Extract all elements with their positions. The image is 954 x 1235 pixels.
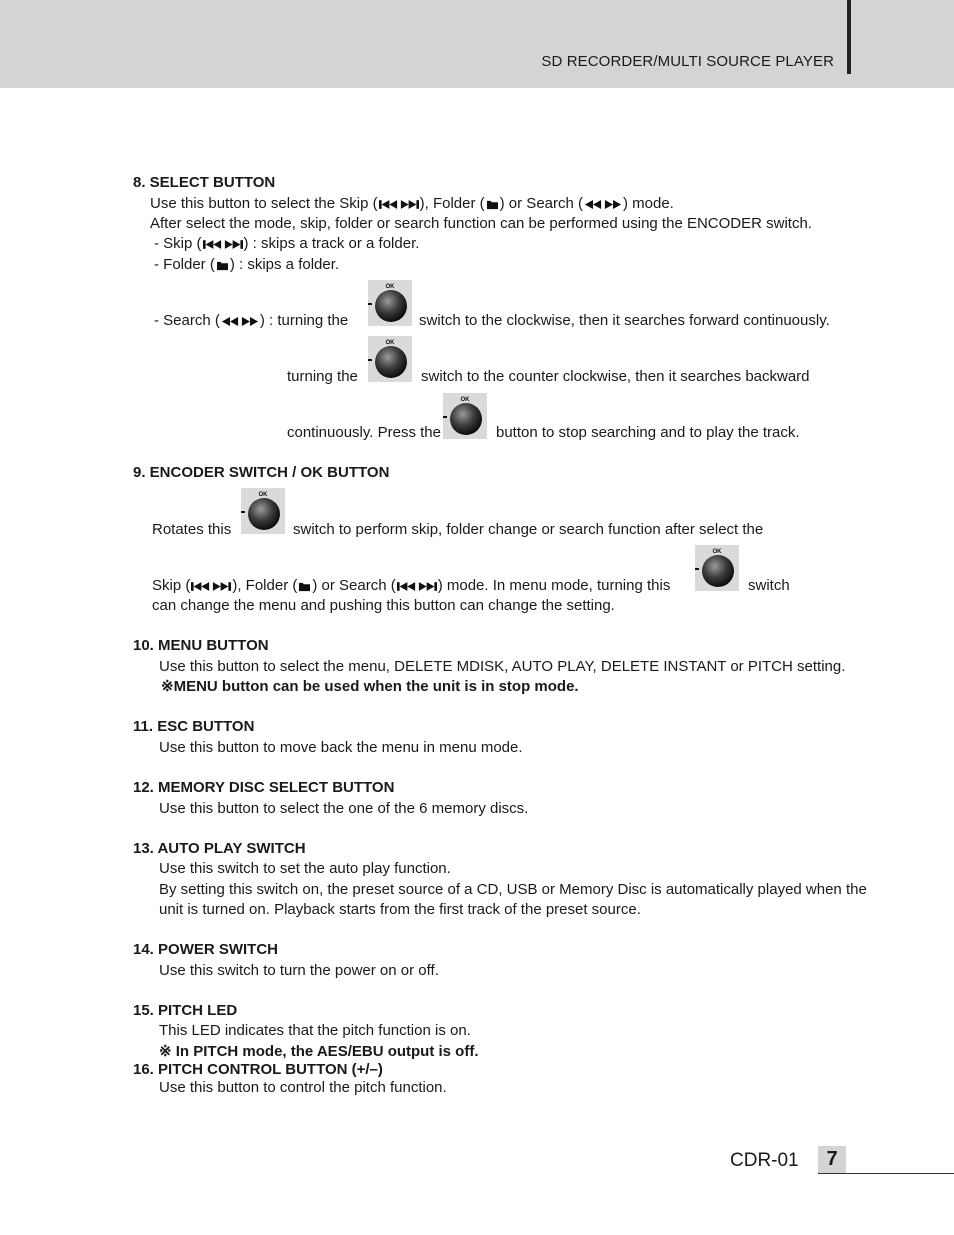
- section-12-text: Use this button to select the one of the 6 memory discs.: [159, 800, 529, 817]
- knob-label: OK: [460, 397, 470, 403]
- section-8-search-item: [154, 311, 348, 331]
- text: - Folder (: [154, 256, 215, 273]
- section-8-search-line-2: switch to the counter clockwise, then it searches backward: [421, 368, 810, 385]
- page-number: 7: [818, 1146, 846, 1173]
- fast-forward-icon: [604, 199, 622, 210]
- section-14-text: Use this switch to turn the power on or off.: [159, 962, 439, 979]
- ok-encoder-knob-icon: [368, 336, 412, 382]
- footer-rule: [818, 1173, 954, 1174]
- skip-back-icon: [191, 581, 210, 592]
- text: ) mode.: [623, 195, 674, 212]
- footer-model-name: CDR-01: [730, 1150, 799, 1171]
- knob-label: OK: [712, 549, 722, 555]
- section-8-line-1: [150, 194, 674, 214]
- text: ), Folder (: [232, 577, 298, 594]
- knob-label: OK: [385, 284, 395, 290]
- section-9-line-3: can change the menu and pushing this button can change the setting.: [152, 597, 615, 614]
- section-12-heading: 12. MEMORY DISC SELECT BUTTON: [133, 779, 395, 796]
- knob-label: OK: [258, 492, 268, 498]
- section-13-line-1: Use this switch to set the auto play function.: [159, 860, 451, 877]
- ok-encoder-knob-icon: [695, 545, 739, 591]
- section-10-note: ※MENU button can be used when the unit is in stop mode.: [161, 678, 579, 695]
- section-11-heading: 11. ESC BUTTON: [133, 718, 255, 735]
- text: ) or Search (: [499, 195, 583, 212]
- section-8-folder-item: [154, 255, 339, 275]
- text: Use this button to select the Skip (: [150, 195, 378, 212]
- section-8-turning-label: turning the: [287, 368, 358, 385]
- folder-icon: [216, 260, 229, 271]
- section-9-line-1: switch to perform skip, folder change or search function after select the: [293, 521, 764, 538]
- section-16-heading: 16. PITCH CONTROL BUTTON (+/–): [133, 1061, 383, 1078]
- text: Skip (: [152, 577, 191, 594]
- header-title: SD RECORDER/MULTI SOURCE PLAYER: [541, 53, 834, 70]
- section-15-heading: 15. PITCH LED: [133, 1002, 238, 1019]
- skip-back-icon: [379, 199, 398, 210]
- text: - Skip (: [154, 235, 202, 252]
- skip-forward-icon: [400, 199, 419, 210]
- section-9-rotates-label: Rotates this: [152, 521, 232, 538]
- skip-forward-icon: [212, 581, 231, 592]
- text: ) : turning the: [259, 312, 349, 329]
- ok-encoder-knob-icon: [443, 393, 487, 439]
- section-11-text: Use this button to move back the menu in menu mode.: [159, 739, 523, 756]
- section-10-heading: 10. MENU BUTTON: [133, 637, 269, 654]
- text: ) : skips a folder.: [229, 256, 340, 273]
- section-14-heading: 14. POWER SWITCH: [133, 941, 279, 958]
- page-header: [0, 0, 954, 88]
- section-13-line-3: unit is turned on. Playback starts from the first track of the preset source.: [159, 901, 641, 918]
- section-16-text: Use this button to control the pitch function.: [159, 1079, 447, 1096]
- section-8-heading: 8. SELECT BUTTON: [133, 174, 276, 191]
- knob-label: OK: [385, 340, 395, 346]
- text: ), Folder (: [419, 195, 485, 212]
- text: ) or Search (: [312, 577, 396, 594]
- section-8-continuously-label: continuously. Press the: [287, 424, 441, 441]
- section-9-line-2: [152, 576, 670, 596]
- fast-forward-icon: [241, 316, 259, 327]
- section-13-line-2: By setting this switch on, the preset source of a CD, USB or Memory Disc is automatically played when the: [159, 881, 867, 898]
- section-9-switch-word: switch: [748, 577, 790, 594]
- section-8-search-line-3: button to stop searching and to play the track.: [496, 424, 800, 441]
- ok-encoder-knob-icon: [368, 280, 412, 326]
- folder-icon: [298, 581, 311, 592]
- section-15-note: ※ In PITCH mode, the AES/EBU output is off.: [159, 1043, 479, 1060]
- ok-encoder-knob-icon: [241, 488, 285, 534]
- section-8-line-2: After select the mode, skip, folder or search function can be performed using the ENCODER switch.: [150, 215, 812, 232]
- rewind-icon: [221, 316, 239, 327]
- skip-forward-icon: [224, 239, 243, 250]
- text: - Search (: [154, 312, 220, 329]
- section-8-skip-item: [154, 234, 419, 254]
- skip-forward-icon: [418, 581, 437, 592]
- rewind-icon: [584, 199, 602, 210]
- section-9-heading: 9. ENCODER SWITCH / OK BUTTON: [133, 464, 390, 481]
- section-10-text: Use this button to select the menu, DELETE MDISK, AUTO PLAY, DELETE INSTANT or PITCH setting.: [159, 658, 846, 675]
- text: ) mode. In menu mode, turning this: [437, 577, 671, 594]
- skip-back-icon: [203, 239, 222, 250]
- section-15-text: This LED indicates that the pitch function is on.: [159, 1022, 471, 1039]
- section-8-search-line-1: switch to the clockwise, then it searches forward continuously.: [419, 312, 830, 329]
- section-13-heading: 13. AUTO PLAY SWITCH: [133, 840, 306, 857]
- header-divider: [847, 0, 851, 74]
- text: ) : skips a track or a folder.: [243, 235, 420, 252]
- skip-back-icon: [397, 581, 416, 592]
- folder-icon: [486, 199, 499, 210]
